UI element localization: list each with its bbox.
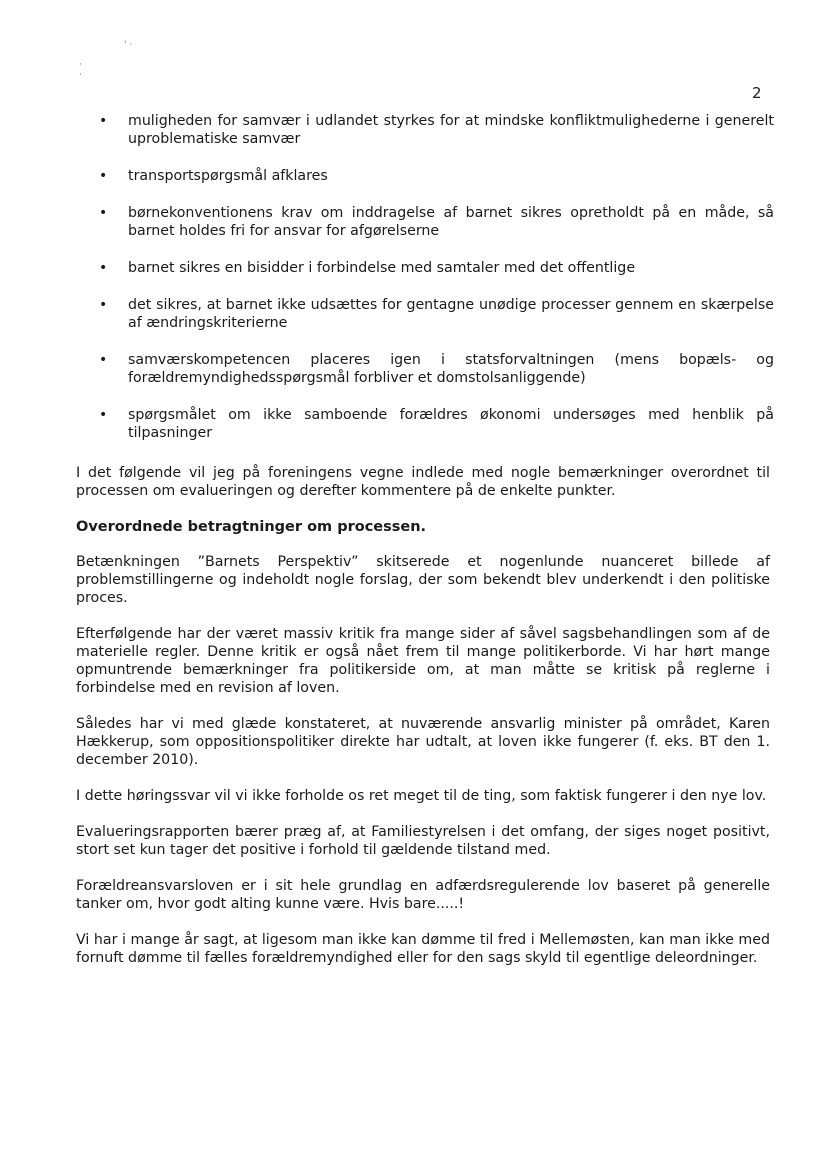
bullet-item [96,296,774,332]
paragraph: Betænkningen ”Barnets Perspektiv” skitserede et nogenlunde nuanceret billede af problemstillingerne og indeholdt nogle forslag, der som bekendt blev underkendt i den politiske proces. [76,554,770,606]
scan-artifact-mark: · [79,60,82,70]
intro-paragraph: I det følgende vil jeg på foreningens vegne indlede med nogle bemærkninger overordnet til processen om evalueringen og derefter kommentere på de enkelte punkter. [76,465,770,499]
paragraph: Efterfølgende har der været massiv kritik fra mange sider af såvel sagsbehandlingen som af de materielle regler. Denne kritik er også nået frem til mange politikerborde. Vi har hørt mange opmuntrende bemærkninger fra politikerside om, at man måtte se kritisk på reglerne i forbindelse med en revision af loven. [76,626,770,696]
bullet-point-icon: • [99,352,108,368]
page-number: 2 [752,84,762,102]
bullet-point-icon: • [99,407,108,423]
scan-artifact-mark: ' · [124,40,133,50]
paragraph: Evalueringsrapporten bærer præg af, at Familiestyrelsen i det omfang, der siges noget positivt, stort set kun tager det positive i forhold til gældende tilstand med. [76,824,770,858]
body-text [76,464,770,985]
bullet-text: det sikres, at barnet ikke udsættes for gentagne unødige processer gennem en skærpelse af ændringskriterierne [128,297,774,331]
paragraph: Vi har i mange år sagt, at ligesom man ikke kan dømme til fred i Mellemøsten, kan man ikke med fornuft dømme til fælles forældremyndighed eller for den sags skyld til egentlige deleordninger. [76,932,770,966]
bullet-text: børnekonventionens krav om inddragelse af barnet sikres opretholdt på en måde, så barnet holdes fri for ansvar for afgørelserne [128,205,774,239]
bullet-item [96,204,774,240]
bullet-item [96,406,774,442]
bullet-text: spørgsmålet om ikke samboende forældres økonomi undersøges med henblik på tilpasninger [128,407,774,441]
bullet-text: muligheden for samvær i udlandet styrkes for at mindske konfliktmulighederne i generelt uproblematiske samvær [128,113,774,147]
bullet-point-icon: • [99,297,108,313]
bullet-item [96,259,774,277]
bullet-item [96,351,774,387]
bullet-point-icon: • [99,168,108,184]
scan-artifact-mark: · [79,70,82,80]
bullet-text: barnet sikres en bisidder i forbindelse med samtaler med det offentlige [128,260,636,276]
paragraph: I dette høringssvar vil vi ikke forholde os ret meget til de ting, som faktisk fungerer i den nye lov. [76,788,767,804]
bullet-item [96,167,774,185]
bullet-point-icon: • [99,205,108,221]
bullet-point-icon: • [99,113,108,129]
bullet-list [96,112,774,461]
section-heading: Overordnede betragtninger om processen. [76,519,427,535]
bullet-text: transportspørgsmål afklares [128,168,328,184]
paragraph: Forældreansvarsloven er i sit hele grundlag en adfærdsregulerende lov baseret på generelle tanker om, hvor godt alting kunne være. Hvis bare.....! [76,878,770,912]
bullet-point-icon: • [99,260,108,276]
bullet-item [96,112,774,148]
paragraph: Således har vi med glæde konstateret, at nuværende ansvarlig minister på området, Karen Hækkerup, som oppositionspolitiker direkte har udtalt, at loven ikke fungerer (f. eks. BT den 1. december 2010). [76,716,770,768]
bullet-text: samværskompetencen placeres igen i statsforvaltningen (mens bopæls- og forældremyndighedsspørgsmål forbliver et domstolsanliggende) [128,352,774,386]
